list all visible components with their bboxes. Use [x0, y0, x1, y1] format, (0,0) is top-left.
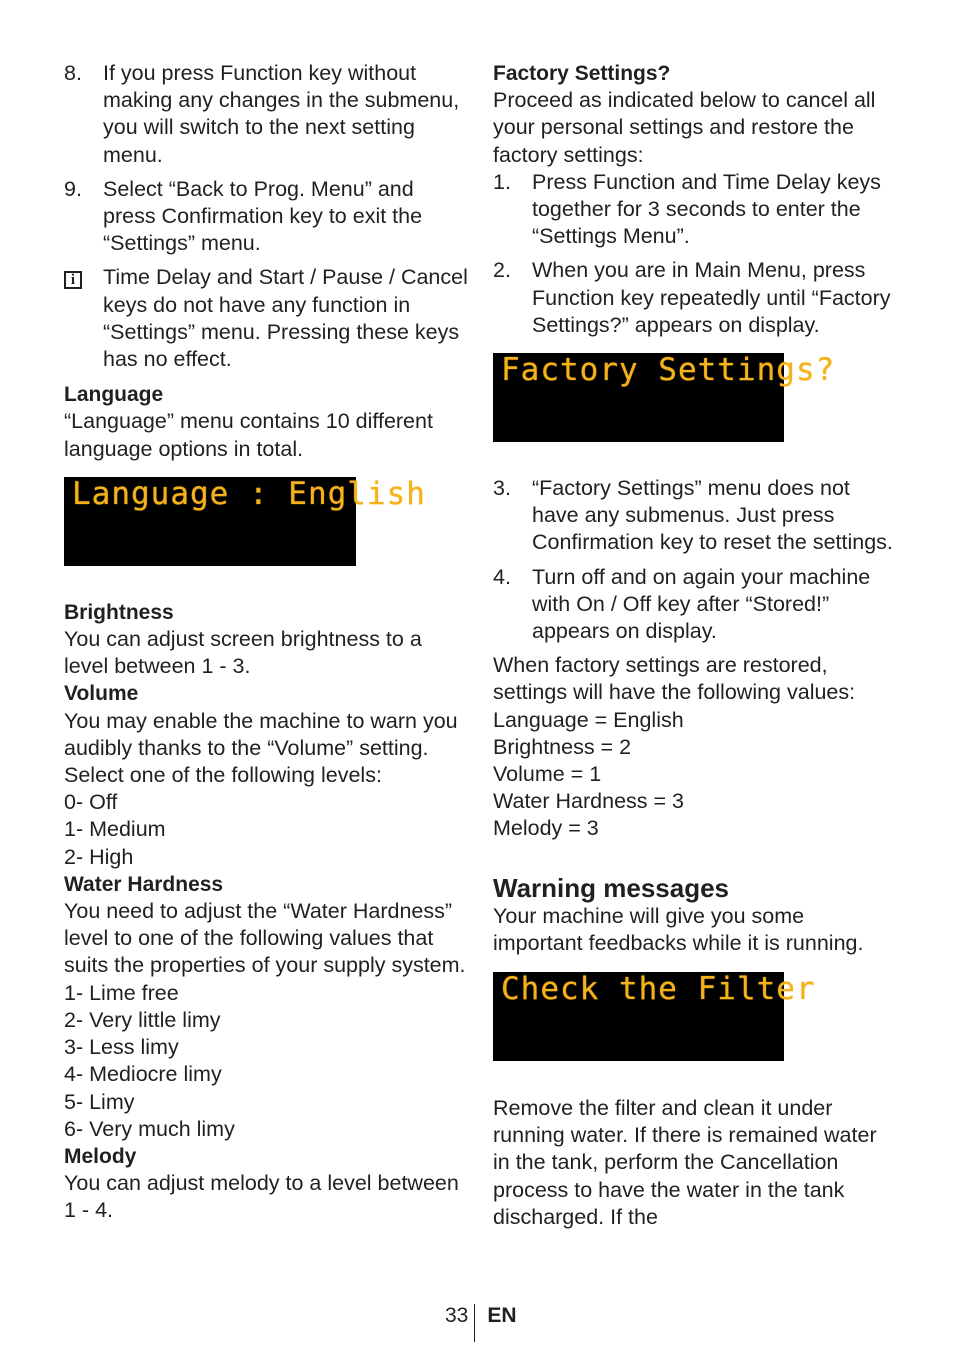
melody-text: You can adjust melody to a level between 1 - 4.: [64, 1171, 459, 1223]
step-number: 1.: [493, 169, 511, 194]
hardness-level: 4- Mediocre limy: [64, 1062, 222, 1087]
step-8: [64, 60, 469, 169]
step-number: 3.: [493, 476, 511, 501]
language-heading: Language: [64, 383, 164, 407]
language-text: “Language” menu contains 10 different language options in total.: [64, 409, 433, 461]
factory-heading: Factory Settings?: [493, 62, 671, 85]
factory-display-text: Factory Settings?: [501, 352, 836, 389]
factory-intro: Proceed as indicated below to cancel all your personal settings and restore the factory settings:: [493, 88, 876, 167]
volume-level: 1- Medium: [64, 817, 166, 842]
volume-select-text: Select one of the following levels:: [64, 763, 382, 788]
factory-step-2: [493, 257, 893, 339]
check-filter-display: [493, 971, 816, 1061]
note-text: Time Delay and Start / Pause / Cancel keys do not have any function in “Settings” menu. Pressing these keys has no effect.: [103, 265, 468, 372]
melody-heading: Melody: [64, 1144, 137, 1168]
water-hardness-text: You need to adjust the “Water Hardness” level to one of the following values that suits the properties of your supply system.: [64, 899, 466, 978]
left-column: [64, 60, 469, 1225]
hardness-level: 3- Less limy: [64, 1035, 179, 1060]
factory-step-4: [493, 564, 893, 646]
step-number: 4.: [493, 564, 511, 589]
hardness-level: 6- Very much limy: [64, 1116, 235, 1141]
factory-value: Melody = 3: [493, 816, 599, 841]
factory-step-3: [493, 475, 893, 557]
step-number: 9.: [64, 176, 82, 201]
language-code: EN: [487, 1304, 517, 1327]
factory-value: Water Hardness = 3: [493, 789, 684, 814]
step-text: Turn off and on again your machine with On / Off key after “Stored!” appears on display.: [532, 564, 871, 644]
volume-level: 2- High: [64, 844, 134, 869]
info-note: [64, 264, 469, 373]
brightness-heading: Brightness: [64, 600, 174, 624]
step-text: When you are in Main Menu, press Function key repeatedly until “Factory Settings?” appears on display.: [532, 258, 891, 337]
step-text: If you press Function key without making any changes in the submenu, you will switch to the next setting menu.: [103, 61, 460, 167]
warning-heading: Warning messages: [493, 872, 730, 903]
check-filter-display-text: Check the Filter: [501, 971, 816, 1008]
brightness-text: You can adjust screen brightness to a level between 1 - 3.: [64, 627, 422, 679]
right-column: [493, 60, 893, 1231]
warning-text: Your machine will give you some important feedbacks while it is running.: [493, 903, 864, 955]
volume-heading: Volume: [64, 682, 139, 706]
step-number: 2.: [493, 258, 511, 283]
step-text: “Factory Settings” menu does not have any submenus. Just press Confirmation key to reset the settings.: [532, 476, 893, 555]
factory-step-1: [493, 169, 893, 251]
page-number: 33: [445, 1304, 469, 1327]
volume-text: You may enable the machine to warn you audibly thanks to the “Volume” setting.: [64, 708, 458, 760]
factory-restored-text: When factory settings are restored, settings will have the following values:: [493, 653, 856, 705]
step-number: 8.: [64, 61, 82, 85]
page-footer: [445, 1304, 517, 1342]
info-icon: i: [64, 271, 82, 289]
step-9: [64, 176, 469, 258]
language-display: [64, 475, 426, 566]
factory-value: Language = English: [493, 707, 684, 732]
hardness-level: 2- Very little limy: [64, 1007, 221, 1032]
factory-value: Volume = 1: [493, 762, 602, 787]
water-hardness-heading: Water Hardness: [64, 872, 224, 896]
hardness-level: 5- Limy: [64, 1089, 135, 1114]
step-text: Select “Back to Prog. Menu” and press Confirmation key to exit the “Settings” menu.: [103, 176, 423, 256]
warning-after-text: Remove the filter and clean it under running water. If there is remained water in the tank, perform the Cancellation process to have the water in the tank discharged. If the: [493, 1096, 877, 1229]
hardness-level: 1- Lime free: [64, 980, 179, 1005]
volume-level: 0- Off: [64, 790, 118, 815]
factory-settings-display: [493, 352, 836, 442]
factory-value: Brightness = 2: [493, 734, 632, 759]
step-text: Press Function and Time Delay keys together for 3 seconds to enter the “Settings Menu”.: [532, 169, 881, 249]
language-display-text: Language : English: [72, 475, 426, 512]
